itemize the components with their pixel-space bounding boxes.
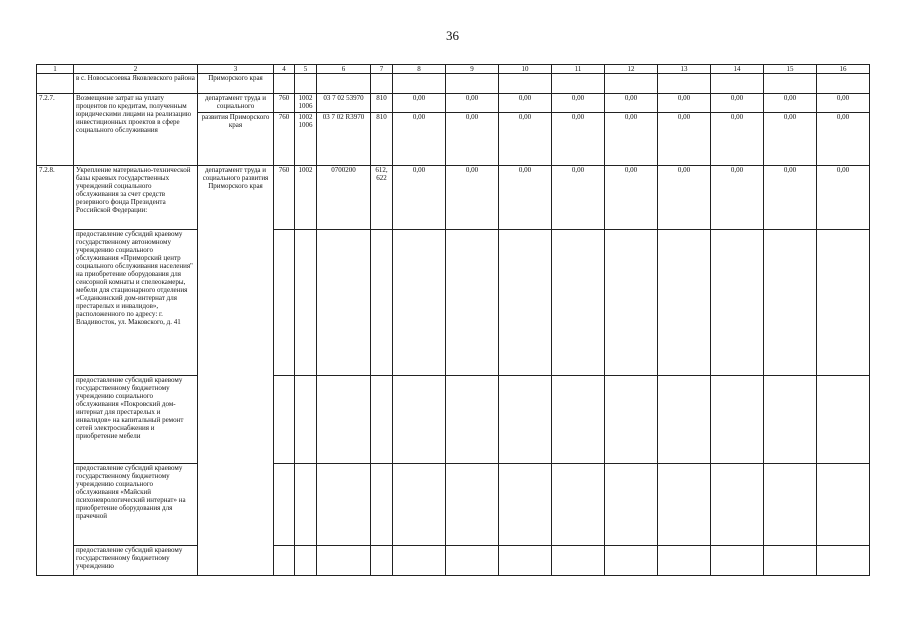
col-header: 9 [446,65,499,74]
value-cell: 0,00 [764,94,817,113]
section-code: 1002 1006 [295,94,317,113]
row-name: Возмещение затрат на уплату процентов по кредитам, полученным юридическими лицами на реализацию инвестиционных проектов в сфере социального обслуживания [74,94,198,166]
value-cell: 0,00 [446,113,499,166]
value-cell: 0,00 [711,113,764,166]
col-header: 10 [499,65,552,74]
value-cell: 0,00 [499,94,552,113]
grbs-code: 760 [274,166,295,230]
budget-table [36,64,870,576]
target-article-code: 0700200 [317,166,371,230]
value-cell: 0,00 [658,166,711,230]
table-row [37,546,870,576]
expense-type-code: 810 [371,94,393,113]
value-cell: 0,00 [605,94,658,113]
target-article-code: 03 7 02 R3970 [317,113,371,166]
col-header: 2 [74,65,198,74]
grbs-code: 760 [274,94,295,113]
col-header: 16 [817,65,870,74]
row-name: Укрепление материально-технической базы краевых государственных учреждений социального обслуживания за счет средств резервного фонда Президента Российской Федерации: [74,166,198,230]
expense-type-code: 810 [371,113,393,166]
value-cell: 0,00 [552,166,605,230]
table-row [37,230,870,376]
value-cell: 0,00 [817,113,870,166]
expense-type-code: 612, 622 [371,166,393,230]
value-cell: 0,00 [499,166,552,230]
table-row [37,166,870,230]
col-header: 14 [711,65,764,74]
row-number: 7.2.8. [37,166,74,576]
col-header: 3 [198,65,274,74]
target-article-code: 03 7 02 53970 [317,94,371,113]
row-name: предоставление субсидий краевому государственному бюджетному учреждению социального обслуживания «Покровский дом-интернат для престарелых и инвалидов» на капитальный ремонт сетей электроснабжения и приобретение мебели [74,376,198,464]
page-number: 36 [446,28,459,43]
value-cell: 0,00 [446,166,499,230]
col-header: 13 [658,65,711,74]
col-header: 7 [371,65,393,74]
table-row [37,376,870,464]
table-row [37,464,870,546]
value-cell: 0,00 [446,94,499,113]
value-cell: 0,00 [605,166,658,230]
value-cell: 0,00 [764,113,817,166]
section-code: 1002 1006 [295,113,317,166]
value-cell: 0,00 [658,113,711,166]
col-header: 5 [295,65,317,74]
value-cell: 0,00 [393,166,446,230]
row-executor: развития Приморского края [198,113,274,166]
value-cell: 0,00 [393,113,446,166]
col-header: 1 [37,65,74,74]
row-executor: Приморского края [198,74,274,94]
col-header: 6 [317,65,371,74]
value-cell: 0,00 [552,113,605,166]
row-name: в с. Новосысоевка Яковлевского района [74,74,198,94]
table-row [37,94,870,113]
value-cell: 0,00 [817,166,870,230]
col-header: 15 [764,65,817,74]
row-number: 7.2.7. [37,94,74,166]
column-numbers-row [37,65,870,74]
col-header: 11 [552,65,605,74]
value-cell: 0,00 [499,113,552,166]
value-cell: 0,00 [393,94,446,113]
value-cell: 0,00 [711,94,764,113]
value-cell: 0,00 [552,94,605,113]
value-cell: 0,00 [711,166,764,230]
row-executor: департамент труда и социального [198,94,274,113]
row-executor: департамент труда и социального развития Приморского края [198,166,274,230]
row-name: предоставление субсидий краевому государственному автономному учреждению социального обслуживания «Приморский центр социального обслуживания населения" на приобретение оборудования для сенсорной комнаты и спелеокамеры, мебели для стационарного отделения «Седанкинский дом-интернат для престарелых и инвалидов», расположенного по адресу: г. Владивосток, ул. Маковского, д. 41 [74,230,198,376]
value-cell: 0,00 [658,94,711,113]
row-name: предоставление субсидий краевому государственному бюджетному учреждению [74,546,198,576]
value-cell: 0,00 [764,166,817,230]
col-header: 12 [605,65,658,74]
col-header: 4 [274,65,295,74]
table-row [37,74,870,94]
value-cell: 0,00 [605,113,658,166]
grbs-code: 760 [274,113,295,166]
row-name: предоставление субсидий краевому государственному бюджетному учреждению социального обслуживания «Майский психоневрологический интернат» на приобретение оборудования для прачечной [74,464,198,546]
col-header: 8 [393,65,446,74]
section-code: 1002 [295,166,317,230]
value-cell: 0,00 [817,94,870,113]
